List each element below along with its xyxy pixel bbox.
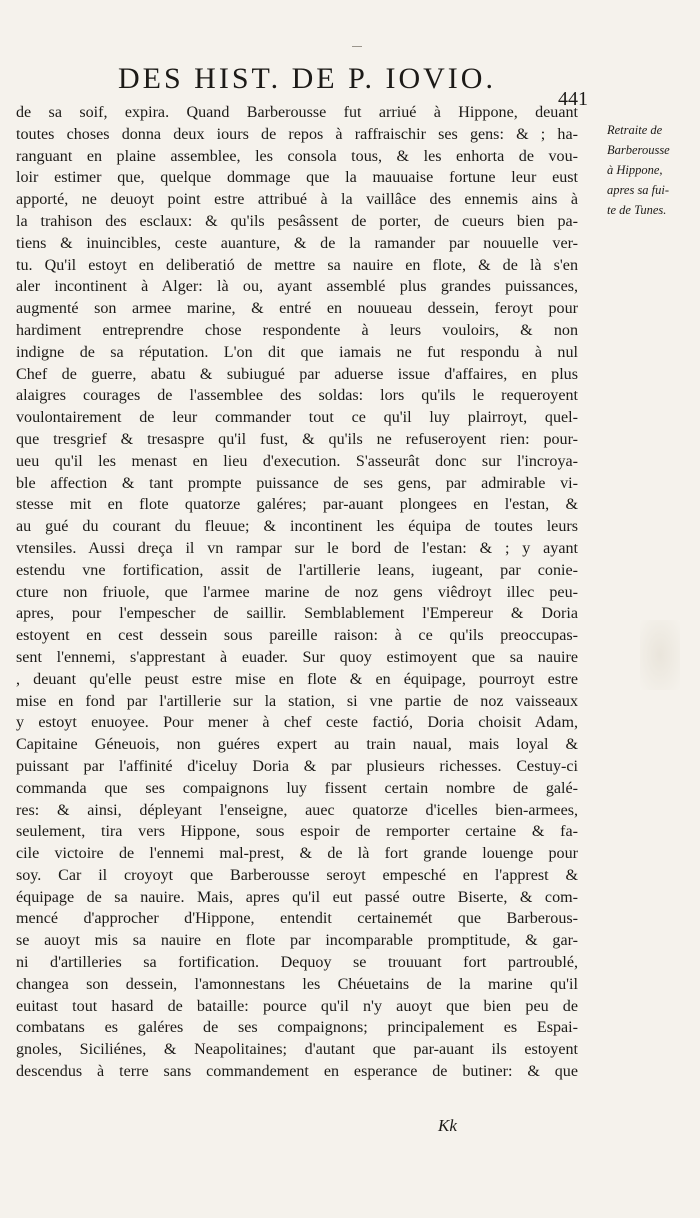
text-line: sent l'ennemi, s'apprestant à euader. Sur quoy estimoyent que sa nauire [16,648,578,666]
margin-note-line: Barberousse [607,143,670,157]
text-line: commanda que ses compaignons luy fissent certain nombre de galé- [16,779,578,797]
text-line: gnoles, Siciliénes, & Neapolitaines; d'autant que par-auant ils estoyent [16,1041,578,1059]
margin-note [607,120,691,220]
text-line: vtensiles. Aussi dreça il vn rampar sur le bord de l'estan: & ; y ayant [16,539,578,557]
text-line: combatans es galéres de ses compaignons; principalement es Espai- [16,1019,578,1037]
text-line: Chef de guerre, abatu & subiugué par aduerse issue d'affaires, en plus [16,365,578,383]
text-line: toutes choses donna deux iours de repos à raffraischir ses gens: & ; ha- [16,125,578,143]
text-line: aler incontinent à Alger: là ou, ayant assemblé plus grandes puissances, [16,278,578,296]
text-line: mise en fond par l'artillerie sur la station, si vne partie de noz vaisseaux [16,692,578,710]
text-line: mencé d'approcher d'Hippone, entendit certainemét que Barberous- [16,910,578,928]
text-line: Capitaine Géneuois, non guéres expert au train naual, mais loyal & [16,736,578,754]
top-mark [352,46,362,47]
text-line: équipage de sa nauire. Mais, apres qu'il eut passé outre Biserte, & com- [16,888,578,906]
paper-stain [640,620,680,690]
text-line: augmenté son armee marine, & entré en nouueau dessein, feroyt pour [16,300,578,318]
text-line: puissant par l'affinité d'iceluy Doria & par plusieurs richesses. Cestuy-ci [16,757,578,775]
text-line: ni d'artilleries sa fortification. Dequoy se trouuant fort partroublé, [16,954,578,972]
text-line: ranguant en plaine assemblee, les consola tous, & les enhorta de vou- [16,147,578,165]
margin-note-line: à Hippone, [607,163,663,177]
text-line: cile victoire de l'ennemi mal-prest, & de là fort grande louenge pour [16,845,578,863]
text-line: euitast tout hasard de bataille: pource qu'il n'y auoyt que bien peu de [16,997,578,1015]
text-line: , deuant qu'elle peust estre mise en flote & en équipage, pourroyt estre [16,670,578,688]
text-line: apporté, ne deuoyt point estre attribué à la vaillâce des ennemis ains à [16,191,578,209]
text-line: soy. Car il croyoyt que Barberousse seroyt empesché en l'apprest & [16,866,578,884]
text-line: alaigres courages de l'assemblee des soldas: lors qu'ils le requeroyent [16,387,578,405]
page-number: 441 [558,88,588,110]
text-line: stesse mit en flote quatorze galéres; par-auant plongees en l'estan, & [16,496,578,514]
text-line: que tresgrief & tresaspre qu'il fust, & qu'ils ne refuseroyent rien: pour- [16,430,578,448]
text-line: apres, pour l'empescher de saillir. Semblablement l'Empereur & Doria [16,605,578,623]
text-line: voulontairement de leur commander tout ce qu'il luy plairroyt, quel- [16,409,578,427]
text-line: descendus à terre sans commandement en esperance de butiner: & que [16,1063,578,1081]
text-line: de sa soif, expira. Quand Barberousse fut arriué à Hippone, deuant [16,104,578,121]
text-line: indigne de sa réputation. L'on dit que iamais ne fut respondu à nul [16,343,578,361]
text-line: la trahison des esclaux: & qu'ils pesâssent de porter, de cueurs bien pa- [16,212,578,230]
text-line: hardiment entreprendre chose respondente à leurs vouloirs, & non [16,321,578,339]
body-text [16,102,578,1083]
text-line: seulement, tira vers Hippone, sous espoir de remporter certaine & fa- [16,823,578,841]
text-line: changea son dessein, l'amonnestans les Chéuetains de la marine qu'il [16,975,578,993]
text-line: ueu qu'il les menast en lieu d'execution. S'asseurât donc sur l'incroya- [16,452,578,470]
text-line: y estoyt enuoyee. Pour mener à chef ceste factió, Doria choisit Adam, [16,714,578,732]
text-line: loir estimer que, quelque dommage que la mauuaise fortune leur eust [16,169,578,187]
text-line: se auoyt mis sa nauire en flote par incomparable promptitude, & gar- [16,932,578,950]
margin-note-line: apres sa fui- [607,183,670,197]
text-line: tiens & inuincibles, ceste auanture, & de la ramander par nouuelle ver- [16,234,578,252]
margin-note-line: Retraite de [607,123,663,137]
text-line: cture non friuole, que l'armee marine de noz gens viêdroyt illec peu- [16,583,578,601]
text-line: res: & ainsi, dépleyant l'enseigne, auec quatorze d'icelles bien-armees, [16,801,578,819]
text-line: estoyent en cest dessein sous pareille raison: à ce qu'ils preoccupas- [16,627,578,645]
margin-note-line: te de Tunes. [607,203,667,217]
running-head: DES HIST. DE P. IOVIO. [118,62,496,95]
text-line: ble affection & tant prompte puissance de ses gens, par admirable vi- [16,474,578,492]
text-line: estendu vne fortification, assit de l'artillerie leans, iugeant, par conie- [16,561,578,579]
text-line: tu. Qu'il estoyt en deliberatió de mettre sa nauire en flote, & de là s'en [16,256,578,274]
text-line: au gué du courant du fleuue; & incontinent les équipa de toutes leurs [16,518,578,536]
catchword: Kk [438,1116,457,1135]
